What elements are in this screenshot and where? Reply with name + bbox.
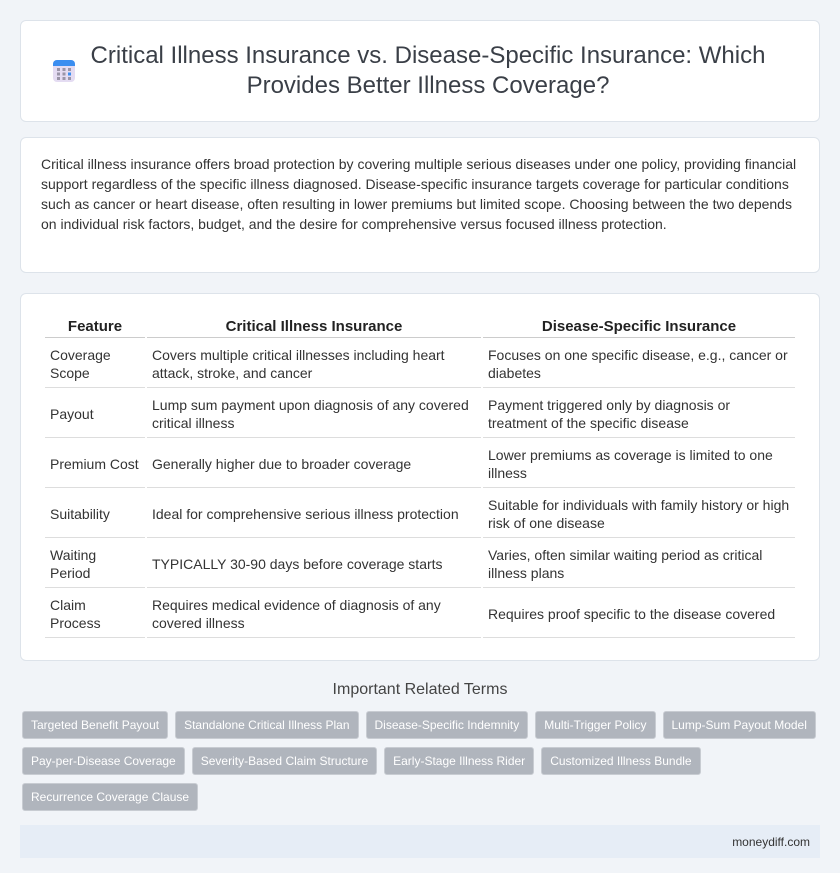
table-row xyxy=(45,340,795,388)
table-cell: Coverage Scope xyxy=(45,340,145,388)
table-cell: Covers multiple critical illnesses including heart attack, stroke, and cancer xyxy=(147,340,481,388)
table-cell: Waiting Period xyxy=(45,540,145,588)
table-row xyxy=(45,490,795,538)
table-row xyxy=(45,540,795,588)
table-cell: TYPICALLY 30-90 days before coverage starts xyxy=(147,540,481,588)
intro-text: Critical illness insurance offers broad protection by covering multiple serious diseases under one policy, providing financial support regardless of the specific illness diagnosed. Disease-specific insurance targets coverage for particular conditions such as cancer or heart disease, often resulting in lower premiums but limited scope. Choosing between the two depends on individual risk factors, budget, and the desire for comprehensive versus focused illness protection. xyxy=(20,137,820,273)
term-tag[interactable]: Targeted Benefit Payout xyxy=(22,711,168,739)
term-tag[interactable]: Disease-Specific Indemnity xyxy=(366,711,529,739)
comparison-table-card xyxy=(20,293,820,661)
table-cell: Requires proof specific to the disease covered xyxy=(483,590,795,638)
col-header: Feature xyxy=(45,316,145,338)
table-cell: Claim Process xyxy=(45,590,145,638)
table-cell: Generally higher due to broader coverage xyxy=(147,440,481,488)
table-cell: Suitable for individuals with family history or high risk of one disease xyxy=(483,490,795,538)
table-cell: Payment triggered only by diagnosis or treatment of the specific disease xyxy=(483,390,795,438)
term-tag[interactable]: Early-Stage Illness Rider xyxy=(384,747,534,775)
col-header: Disease-Specific Insurance xyxy=(483,316,795,338)
table-cell: Lower premiums as coverage is limited to one illness xyxy=(483,440,795,488)
term-tag[interactable]: Lump-Sum Payout Model xyxy=(663,711,816,739)
table-cell: Suitability xyxy=(45,490,145,538)
table-cell: Lump sum payment upon diagnosis of any covered critical illness xyxy=(147,390,481,438)
terms-title: Important Related Terms xyxy=(332,681,508,698)
term-tag[interactable]: Pay-per-Disease Coverage xyxy=(22,747,185,775)
calendar-icon xyxy=(52,59,76,83)
term-tag[interactable]: Standalone Critical Illness Plan xyxy=(175,711,358,739)
table-cell: Requires medical evidence of diagnosis of any covered illness xyxy=(147,590,481,638)
page-title: Critical Illness Insurance vs. Disease-Specific Insurance: Which Provides Better Illness Coverage? xyxy=(90,42,766,99)
term-tag[interactable]: Customized Illness Bundle xyxy=(541,747,700,775)
table-row xyxy=(45,390,795,438)
comparison-table xyxy=(43,314,797,640)
term-tag[interactable]: Recurrence Coverage Clause xyxy=(22,783,198,811)
table-cell: Premium Cost xyxy=(45,440,145,488)
table-row xyxy=(45,590,795,638)
footer xyxy=(20,825,820,858)
table-row xyxy=(45,440,795,488)
table-cell: Ideal for comprehensive serious illness protection xyxy=(147,490,481,538)
footer-site: moneydiff.com xyxy=(732,834,810,849)
term-tag[interactable]: Severity-Based Claim Structure xyxy=(192,747,377,775)
col-header: Critical Illness Insurance xyxy=(147,316,481,338)
term-tag[interactable]: Multi-Trigger Policy xyxy=(535,711,655,739)
header-card xyxy=(20,20,820,122)
table-cell: Payout xyxy=(45,390,145,438)
table-cell: Varies, often similar waiting period as critical illness plans xyxy=(483,540,795,588)
table-cell: Focuses on one specific disease, e.g., cancer or diabetes xyxy=(483,340,795,388)
terms-list xyxy=(22,711,818,811)
